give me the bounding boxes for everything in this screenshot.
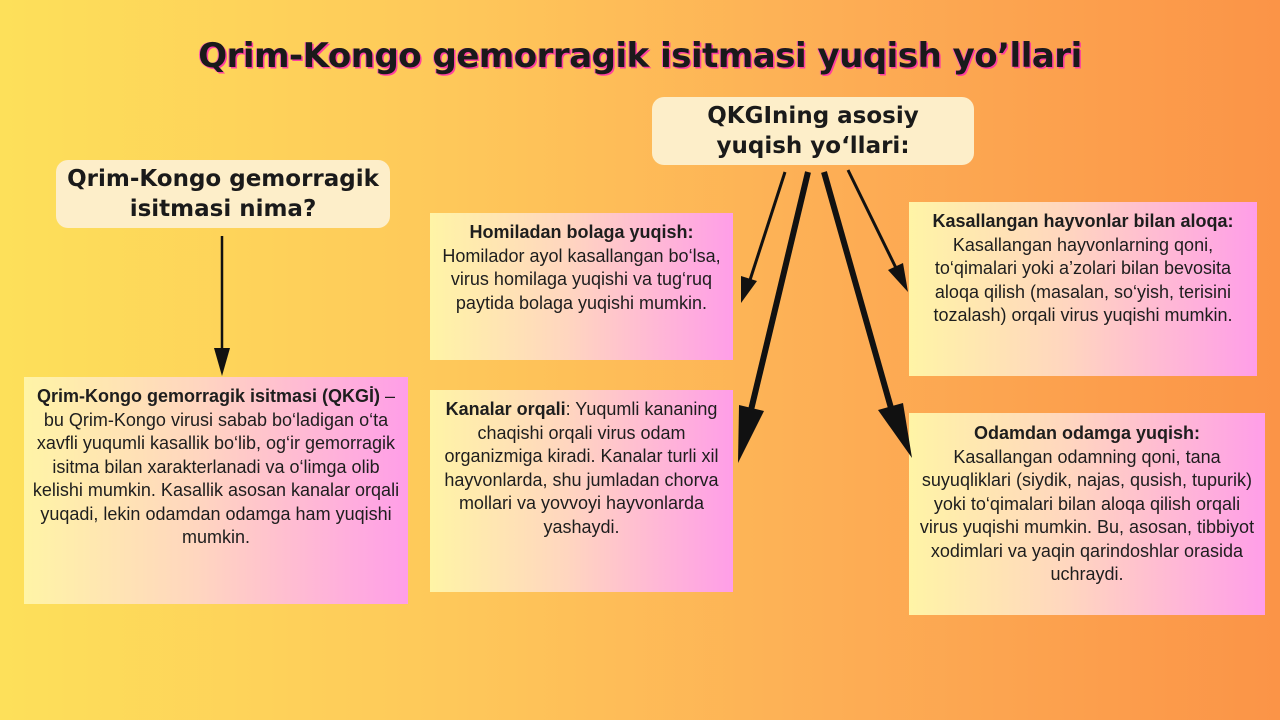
page-title: Qrim-Kongo gemorragik isitmasi yuqish yo’llari [198,36,1082,76]
route-ticks-text: : Yuqumli kananing chaqishi orqali virus odam organizmiga kiradi. Kanalar turli xil hayvonlarda, shu jumladan chorva mollari va yovvoyi hayvonlarda yashaydi. [444,399,719,537]
route-mother-child-title: Homiladan bolaga yuqish: [469,222,694,242]
route-animals-title: Kasallangan hayvonlar bilan aloqa: [932,211,1234,231]
route-human-text: Kasallangan odamning qoni, tana suyuqliklari (siydik, najas, qusish, tupurik) yoki to‘qimalari bilan aloqa qilish orqali virus yuqishi mumkin. Bu, asosan, tibbiyot xodimlari va yaqin qarindoshlar orasida uchraydi. [919,446,1255,584]
route-human-title: Odamdan odamga yuqish: [973,423,1201,443]
definition-text: – bu Qrim-Kongo virusi sabab bo‘ladigan o‘ta xavfli yuqumli kasallik bo‘lib, og‘ir gemorragik isitma bilan xarakterlanadi va o‘limga olib kelishi mumkin. Kasallik asosan kanalar orqali yuqadi, lekin odamdan odamga ham yuqishi mumkin. [32,386,400,547]
arrow-to-ticks [751,172,808,410]
arrow-to-human [824,172,891,408]
question-what-is: Qrim-Kongo gemorragik isitmasi nima? [56,160,390,228]
arrow-head-animals [888,263,908,292]
definition-title: Qrim-Kongo gemorragik isitmasi (QKGİ) [36,386,381,406]
arrow-to-mother-child [750,172,785,280]
arrow-head-mother-child [741,276,757,303]
route-animals-text: Kasallangan hayvonlarning qoni, to‘qimalari yoki a’zolari bilan bevosita aloqa qilish (masalan, so‘yish, terisini tozalash) orqali virus yuqishi mumkin. [933,234,1233,325]
arrow-to-animals [848,170,896,268]
arrow-head-definition [214,348,230,376]
question-routes: QKGIning asosiy yuqish yo‘llari: [652,97,974,165]
arrow-head-ticks [738,405,764,463]
arrow-head-human [878,403,912,458]
route-ticks-title: Kanalar orqali [445,399,566,419]
route-mother-child-text: Homilador ayol kasallangan bo‘lsa, virus homilaga yuqishi va tug‘ruq paytida bolaga yuqishi mumkin. [442,245,721,313]
